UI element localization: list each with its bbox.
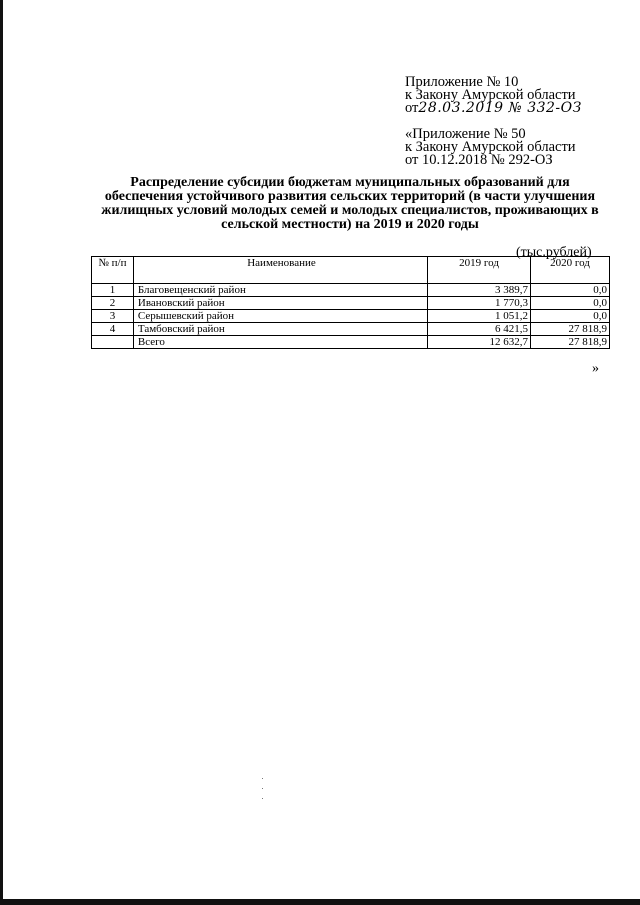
header-2020: 2020 год: [531, 257, 610, 284]
header-num: № п/п: [92, 257, 134, 284]
table-total-row: [92, 336, 610, 349]
unit-label: (тыс.рублей): [516, 245, 592, 260]
table-row: [92, 297, 610, 310]
table-row: [92, 310, 610, 323]
row-name: Тамбовский район: [133, 323, 427, 336]
row-2020: 0,0: [531, 297, 610, 310]
subsidy-table: [91, 256, 610, 349]
document-title: Распределение субсидии бюджетам муниципальных образований для обеспечения устойчивого развития сельских территорий (в части улучшения жилищных условий молодых семей и молодых специалистов, проживающих в сельской местности) на 2019 и 2020 годы: [101, 175, 599, 232]
appendix-header: [405, 76, 635, 167]
handwritten-date: 28.03.2019 № 332-ОЗ: [418, 100, 582, 116]
total-num: [92, 336, 134, 349]
closing-quote: »: [592, 361, 599, 376]
total-label: Всего: [133, 336, 427, 349]
appendix-number: Приложение № 10: [405, 74, 519, 90]
row-num: 1: [92, 284, 134, 297]
date-prefix: от: [405, 100, 419, 116]
law-date-line: [405, 102, 635, 115]
table-row: [92, 323, 610, 336]
total-2019: 12 632,7: [428, 336, 531, 349]
scan-speck: [262, 798, 263, 799]
total-2020: 27 818,9: [531, 336, 610, 349]
row-2019: 6 421,5: [428, 323, 531, 336]
row-2020: 0,0: [531, 284, 610, 297]
row-2020: 27 818,9: [531, 323, 610, 336]
row-num: 4: [92, 323, 134, 336]
original-law-date: от 10.12.2018 № 292-ОЗ: [405, 152, 553, 168]
law-reference: к Закону Амурской области: [405, 87, 576, 103]
row-name: Ивановский район: [133, 297, 427, 310]
scan-speck: [262, 778, 263, 779]
header-name: Наименование: [133, 257, 427, 284]
row-name: Благовещенский район: [133, 284, 427, 297]
scan-speck: [262, 788, 263, 789]
row-2019: 1 051,2: [428, 310, 531, 323]
original-law-reference: к Закону Амурской области: [405, 139, 576, 155]
row-num: 3: [92, 310, 134, 323]
header-2019: 2019 год: [428, 257, 531, 284]
table-row: [92, 284, 610, 297]
row-2019: 1 770,3: [428, 297, 531, 310]
row-2020: 0,0: [531, 310, 610, 323]
row-name: Серышевский район: [133, 310, 427, 323]
original-appendix-number: «Приложение № 50: [405, 126, 526, 142]
table-header-row: [92, 257, 610, 284]
row-num: 2: [92, 297, 134, 310]
row-2019: 3 389,7: [428, 284, 531, 297]
